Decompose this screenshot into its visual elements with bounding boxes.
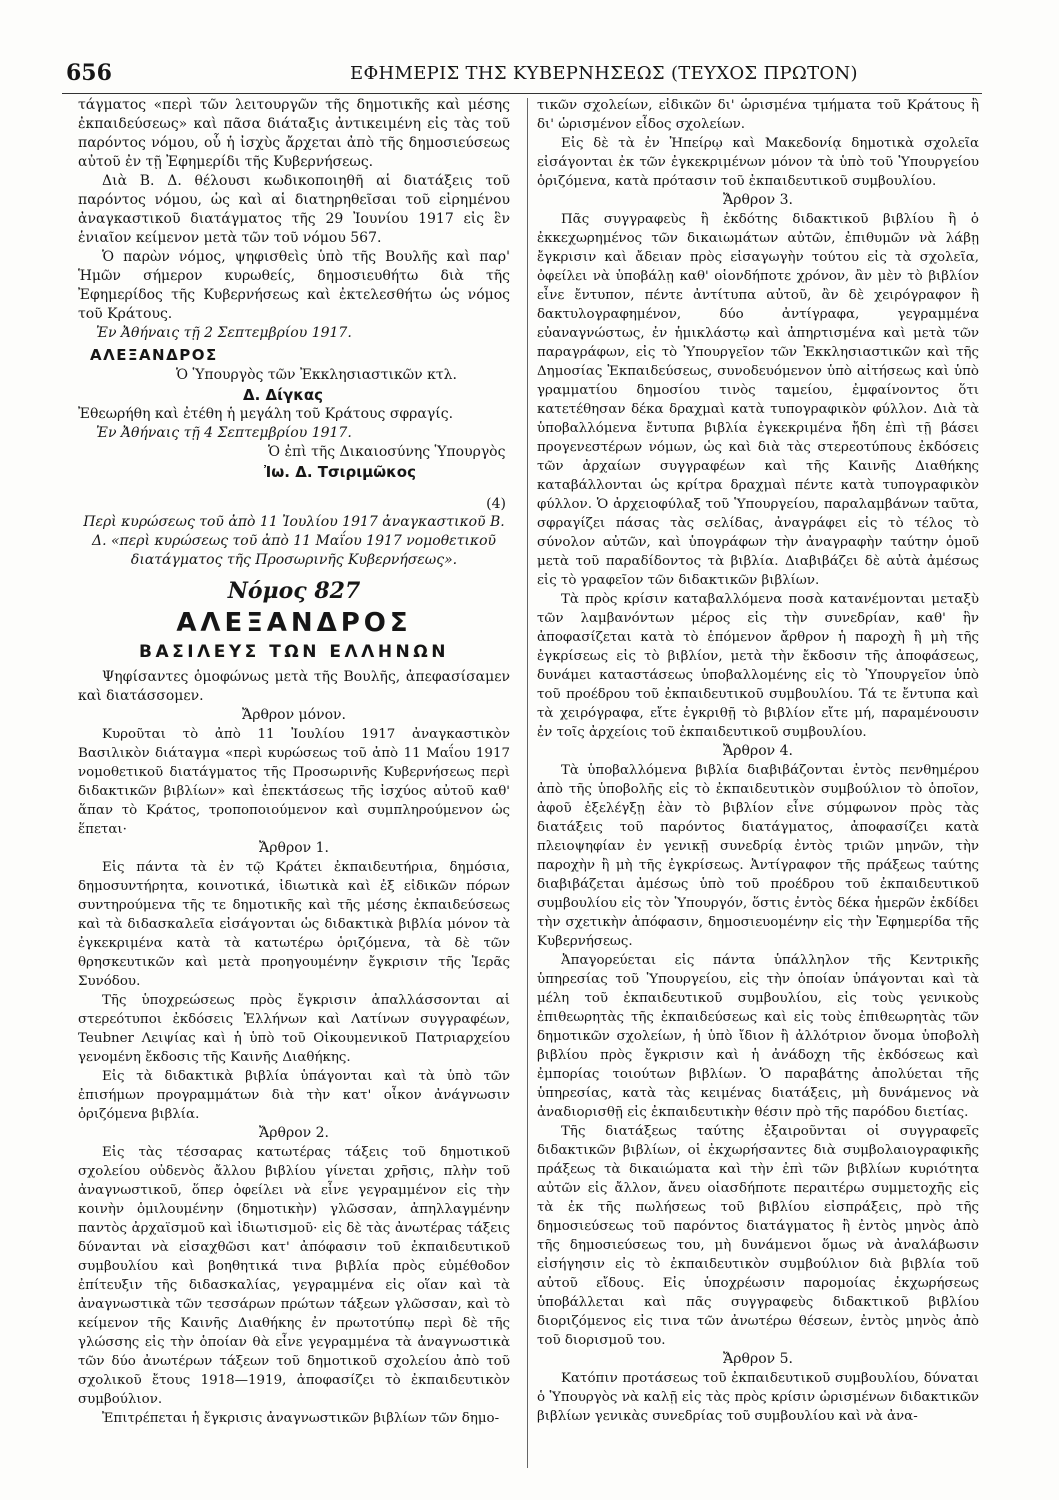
article-heading: Ἄρθρον 2. [259, 1125, 329, 1141]
paragraph: Τὰ πρὸς κρίσιν καταβαλλόμενα ποσὰ κατανέμονται μεταξὺ τῶν λαμβανόντων μέρος εἰς τὴν συνεδρίαν, καθ' ἣν ἀποφασίζεται κατὰ τὸ ἑπόμενον ἄρθρον ἡ παροχὴ ἢ μὴ τῆς ἐγκρίσεως εἰς τὸ βιβλίον, μετὰ τὴν ἔκδοσιν τῆς ἀποφάσεως, δυνάμει καταστάσεως ὑποβαλλομένης εἰς τὸ Ὑπουργεῖον ὑπὸ τοῦ προέδρου τοῦ ἐκπαιδευτικοῦ συμβουλίου. Τά τε ἔντυπα καὶ τὰ χειρόγραφα, εἴτε ἐγκριθῇ τὸ βιβλίον εἴτε μή, παραμένουσιν ἐν τοῖς ἀρχείοις τοῦ ἐκπαιδευτικοῦ συμβουλίου. [537, 592, 979, 740]
page-number: 656 [66, 60, 112, 86]
paragraph: Κατόπιν προτάσεως τοῦ ἐκπαιδευτικοῦ συμβουλίου, δύναται ὁ Ὑπουργὸς νὰ καλῇ εἰς τὰς πρὸς κρίσιν ὡρισμένων διδακτικῶν βιβλίων γενικὰς συνεδρίας τοῦ συμβουλίου καὶ νὰ ἀνα- [537, 1371, 979, 1424]
place-date: Ἐν Ἀθήναις τῇ 4 Σεπτεμβρίου 1917. [96, 425, 352, 441]
justice-minister-signature: Ἰω. Δ. Τσιριμῶκος [264, 463, 417, 481]
article-heading: Ἄρθρον 4. [723, 743, 793, 759]
place-date: Ἐν Ἀθήναις τῇ 2 Σεπτεμβρίου 1917. [96, 325, 352, 341]
paragraph: Τὰ ὑποβαλλόμενα βιβλία διαβιβάζονται ἐντὸς πενθημέρου ἀπὸ τῆς ὑποβολῆς εἰς τὸ ἐκπαιδευτικὸν συμβούλιον τὸ ὁποῖον, ἀφοῦ ἐξελέγξῃ ἐὰν τὸ βιβλίον εἶνε σύμφωνον πρὸς τὰς διατάξεις τοῦ παρόντος διατάγματος, ἀποφασίζει κατὰ πλειοψηφίαν ἐν γενικῇ συνεδρίᾳ ἐντὸς τριῶν μηνῶν, τὴν παροχὴν ἢ μὴ τῆς ἐγκρίσεως. Ἀντίγραφον τῆς πράξεως ταύτης διαβιβάζεται ἀμέσως ὑπὸ τοῦ προέδρου τοῦ ἐκπαιδευτικοῦ συμβουλίου εἰς τὸν Ὑπουργόν, ὅστις ἐντὸς δέκα ἡμερῶν ἐκδίδει τὴν σχετικὴν ἀπόφασιν, δημοσιευομένην εἰς τὴν Ἐφημερίδα τῆς Κυβερνήσεως. [537, 763, 979, 949]
preamble: Ψηφίσαντες ὁμοφώνως μετὰ τῆς Βουλῆς, ἀπεφασίσαμεν καὶ διατάσσομεν. [78, 669, 510, 704]
article-heading: Ἄρθρον 3. [723, 192, 793, 208]
article-heading: Ἄρθρον 1. [259, 840, 329, 856]
running-head [60, 50, 1010, 90]
document-number: (4) [486, 496, 506, 512]
paragraph: Εἰς πάντα τὰ ἐν τῷ Κράτει ἐκπαιδευτήρια, δημόσια, δημοσυντήρητα, κοινοτικά, ἰδιωτικὰ καὶ ἐξ εἰδικῶν πόρων συντηρούμενα τῆς τε δημοτικῆς καὶ τῆς μέσης ἐκπαιδεύσεως καὶ τὰ διδασκαλεῖα εἰσάγονται ὡς διδακτικὰ βιβλία μόνον τὰ ἐγκεκριμένα κατὰ τὰ κατωτέρω ὁριζόμενα, τὰ δὲ τῶν θρησκευτικῶν καὶ μετὰ προηγουμένην ἔγκρισιν τῆς Ἱερᾶς Συνόδου. [78, 860, 510, 989]
paragraph: Διὰ Β. Δ. θέλουσι κωδικοποιηθῆ αἱ διατάξεις τοῦ παρόντος νόμου, ὡς καὶ αἱ διατηρηθεῖσαι τοῦ εἰρημένου ἀναγκαστικοῦ διατάγματος τῆς 29 Ἰουνίου 1917 εἰς ἓν ἑνιαῖον κείμενον μετὰ τῶν τοῦ νόμου 567. [78, 173, 510, 246]
paragraph: Ἀπαγορεύεται εἰς πάντα ὑπάλληλον τῆς Κεντρικῆς ὑπηρεσίας τοῦ Ὑπουργείου, εἰς τὴν ὁποίαν ὑπάγονται καὶ τὰ μέλη τοῦ ἐκπαιδευτικοῦ συμβουλίου, εἰς τοὺς γενικοὺς ἐπιθεωρητὰς τῆς ἐκπαιδεύσεως καὶ εἰς τοὺς ἐπιθεωρητὰς τῶν δημοτικῶν σχολείων, ἡ ὑπὸ ἴδιον ἢ ἀλλότριον ὄνομα ὑποβολὴ βιβλίου πρὸς ἔγκρισιν καὶ ἡ ἀνάδοχη τῆς ἐκδόσεως καὶ ἐμπορίας τοιούτων βιβλίων. Ὁ παραβάτης ἀπολύεται τῆς ὑπηρεσίας, κατὰ τὰς κειμένας διατάξεις, μὴ δυνάμενος νὰ ἀναδιορισθῇ εἰς ἐκπαιδευτικὴν θέσιν πρὸ τῆς παρόδου διετίας. [537, 953, 979, 1120]
minister-title: Ὁ Ὑπουργὸς τῶν Ἐκκλησιαστικῶν κτλ. [176, 367, 457, 383]
paragraph: Τῆς διατάξεως ταύτης ἐξαιροῦνται οἱ συγγραφεῖς διδακτικῶν βιβλίων, οἱ ἐκχωρήσαντες διὰ συμβολαιογραφικῆς πράξεως τὰ δικαιώματα καὶ τὴν ἐπὶ τῶν βιβλίων κυριότητα αὐτῶν εἰς ἄλλον, ἄνευ οἱασδήποτε περαιτέρω συμμετοχῆς εἰς τὰ ἐκ τῆς πωλήσεως τοῦ βιβλίου εἰσπράξεις, πρὸ τῆς δημοσιεύσεως τοῦ παρόντος διατάγματος ἢ ἐντὸς μηνὸς ἀπὸ τῆς δημοσιεύσεως του, μὴ δυνάμενοι ὅμως νὰ ἀναλάβωσιν εἰσήγησιν εἰς τὸ ἐκπαιδευτικὸν συμβούλιον διὰ βιβλία τοῦ αὐτοῦ εἴδους. Εἰς ὑποχρέωσιν παρομοίας ἐκχωρήσεως ὑποβάλλεται καὶ πᾶς συγγραφεὺς διδακτικοῦ βιβλίου διοριζόμενος εἰς τινα τῶν ἀνωτέρω θέσεων, ἐντὸς μηνὸς ἀπὸ τοῦ διορισμοῦ του. [537, 1124, 979, 1348]
paragraph: τικῶν σχολείων, εἰδικῶν δι' ὡρισμένα τμήματα τοῦ Κράτους ἢ δι' ὡρισμένον εἶδος σχολείων. [537, 98, 979, 132]
column-divider [527, 98, 528, 1468]
article-heading: Ἄρθρον μόνον. [242, 707, 346, 723]
paragraph: Εἰς δὲ τὰ ἐν Ἠπείρῳ καὶ Μακεδονίᾳ δημοτικὰ σχολεῖα εἰσάγονται ἐκ τῶν ἐγκεκριμένων μόνον τὰ ὑπὸ τοῦ Ὑπουργείου ὁριζόμενα, κατὰ πρότασιν τοῦ ἐκπαιδευτικοῦ συμβουλίου. [537, 136, 979, 189]
enactment-clause: Ὁ παρὼν νόμος, ψηφισθεὶς ὑπὸ τῆς Βουλῆς καὶ παρ' Ἡμῶν σήμερον κυρωθείς, δημοσιευθήτω διὰ τῆς Ἐφημερίδος τῆς Κυβερνήσεως καὶ ἐκτελεσθήτω ὡς νόμος τοῦ Κράτους. [78, 249, 510, 322]
king-name-heading: ΑΛΕΞΑΝΔΡΟΣ [176, 608, 412, 638]
minister-signature: Δ. Δίγκας [243, 386, 324, 404]
paragraph: Ἐπιτρέπεται ἡ ἔγκρισις ἀναγνωστικῶν βιβλίων τῶν δημο- [102, 1411, 500, 1426]
paragraph: Εἰς τὰ διδακτικὰ βιβλία ὑπάγονται καὶ τὰ ὑπὸ τῶν ἐπισήμων προγραμμάτων διὰ τὴν κατ' οἶκον ἀνάγνωσιν ὁριζόμενα βιβλία. [78, 1069, 510, 1122]
paragraph: Τῆς ὑποχρεώσεως πρὸς ἔγκρισιν ἀπαλλάσσονται αἱ στερεότυποι ἐκδόσεις Ἑλλήνων καὶ Λατίνων συγγραφέων, Teubner Λειψίας καὶ ἡ ὑπὸ τοῦ Οἰκουμενικοῦ Πατριαρχείου γενομένη ἔκδοσις τῆς Καινῆς Διαθήκης. [78, 993, 510, 1065]
header-title: ΕΦΗΜΕΡΙΣ ΤΗΣ ΚΥΒΕΡΝΗΣΕΩΣ (ΤΕΥΧΟΣ ΠΡΩΤΟΝ) [350, 63, 858, 84]
law-number: Νόμος 827 [227, 578, 361, 604]
right-column [537, 96, 979, 1426]
paragraph: Κυροῦται τὸ ἀπὸ 11 Ἰουλίου 1917 ἀναγκαστικὸν Βασιλικὸν διάταγμα «περὶ κυρώσεως τοῦ ἀπὸ 11 Μαΐου 1917 νομοθετικοῦ διατάγματος τῆς Προσωρινῆς Κυβερνήσεως περὶ διδακτικῶν βιβλίων» καὶ ἐπεκτάσεως τῆς ἰσχύος αὐτοῦ καθ' ἅπαν τὸ Κράτος, τροποποιούμενον καὶ συμπληρούμενον ὡς ἕπεται· [78, 727, 510, 837]
left-column [78, 96, 510, 1428]
law-subject: Περὶ κυρώσεως τοῦ ἀπὸ 11 Ἰουλίου 1917 ἀναγκαστικοῦ Β. Δ. «περὶ κυρώσεως τοῦ ἀπὸ 11 Μαΐου 1917 νομοθετικοῦ διατάγματος τῆς Προσωρινῆς Κυβερνήσεως». [83, 514, 505, 568]
paragraph: τάγματος «περὶ τῶν λειτουργῶν τῆς δημοτικῆς καὶ μέσης ἐκπαιδεύσεως» καὶ πᾶσα διάταξις ἀντικειμένη εἰς τὰς τοῦ παρόντος νόμου, οὗ ἡ ἰσχὺς ἄρχεται ἀπὸ τῆς δημοσιεύσεως αὐτοῦ ἐν τῇ Ἐφημερίδι τῆς Κυβερνήσεως. [78, 97, 510, 170]
paragraph: Εἰς τὰς τέσσαρας κατωτέρας τάξεις τοῦ δημοτικοῦ σχολείου οὐδενὸς ἄλλου βιβλίου γίνεται χρῆσις, πλὴν τοῦ ἀναγνωστικοῦ, ὅπερ ὀφείλει νὰ εἶνε γεγραμμένον εἰς τὴν κοινὴν ὁμιλουμένην (δημοτικὴν) γλῶσσαν, ἀπηλλαγμένην παντὸς ἀρχαϊσμοῦ καὶ ἰδιωτισμοῦ· εἰς δὲ τὰς ἀνωτέρας τάξεις δύνανται νὰ εἰσαχθῶσι κατ' ἀπόφασιν τοῦ ἐκπαιδευτικοῦ συμβουλίου καὶ βοηθητικά τινα βιβλία πρὸς εὐμέθοδον ἐπίτευξιν τῆς διδασκαλίας, γεγραμμένα εἰς οἵαν καὶ τὰ ἀναγνωστικὰ τῶν τεσσάρων πρώτων τάξεων γλῶσσαν, καὶ τὸ κείμενον τῆς Καινῆς Διαθήκης ἐν πρωτοτύπῳ περὶ δὲ τῆς γλώσσης εἰς τὴν ὁποίαν θὰ εἶνε γεγραμμένα τὰ ἀναγνωστικὰ τῶν δύο ἀνωτέρων τάξεων τοῦ δημοτικοῦ σχολείου ἀπὸ τοῦ σχολικοῦ ἔτους 1918—1919, ἀποφασίζει τὸ ἐκπαιδευτικὸν συμβούλιον. [78, 1145, 510, 1407]
seal-statement: Ἐθεωρήθη καὶ ἐτέθη ἡ μεγάλη τοῦ Κράτους σφραγίς. [78, 406, 454, 422]
king-title-heading: ΒΑΣΙΛΕΥΣ ΤΩΝ ΕΛΛΗΝΩΝ [139, 642, 449, 662]
article-heading: Ἄρθρον 5. [723, 1351, 793, 1367]
paragraph: Πᾶς συγγραφεὺς ἢ ἐκδότης διδακτικοῦ βιβλίου ἢ ὁ ἐκκεχωρημένος τῶν δικαιωμάτων αὐτῶν, ἐπιθυμῶν νὰ λάβῃ ἔγκρισιν καὶ ἄδειαν πρὸς εἰσαγωγὴν τούτου εἰς τὰ σχολεῖα, ὀφείλει νὰ ὑποβάλῃ καθ' οἱονδήποτε χρόνον, ἂν μὲν τὸ βιβλίον εἶνε ἔντυπον, πέντε ἀντίτυπα αὐτοῦ, ἂν δὲ χειρόγραφον ἢ δακτυλογραφημένον, δύο ἀντίγραφα, γεγραμμένα εὐαναγνώστως, ἐν ἡμικλάστῳ καὶ ἀπηρτισμένα καὶ μετὰ τῶν παραγράφων, εἰς τὸ Ὑπουργεῖον τῶν Ἐκκλησιαστικῶν καὶ τῆς Δημοσίας Ἐκπαιδεύσεως, συνοδευόμενον ὑπὸ αἰτήσεως καὶ ὑπὸ γραμματίου δημοσίου τινὸς ταμείου, ἐμφαίνοντος ὅτι κατετέθησαν δέκα δραχμαὶ κατὰ τυπογραφικὸν φύλλον. Διὰ τὰ ὑποβαλλόμενα ἔντυπα βιβλία ἐγκεκριμένα ἤδη ἐπὶ τῇ βάσει προγενεστέρων νόμων, ὡς καὶ διὰ τὰς στερεοτύπους ἐκδόσεις τῶν ἀρχαίων συγγραφέων καὶ τῆς Καινῆς Διαθήκης καταβάλλονται ὡς κρίτρα δραχμαὶ πέντε κατὰ τυπογραφικὸν φύλλον. Ὁ ἀρχειοφύλαξ τοῦ Ὑπουργείου, παραλαμβάνων ταῦτα, σφραγίζει πάσας τὰς σελίδας, ἀναγράφει εἰς τὸ τέλος τὸ σύνολον αὐτῶν, καὶ ὑπογράφων τὴν ἀναγραφὴν ταύτην ὁμοῦ μετὰ τοῦ παραδίδοντος τὰ βιβλία. Διαβιβάζει δὲ αὐτὰ ἀμέσως εἰς τὸ γραφεῖον τῶν διδακτικῶν βιβλίων. [537, 212, 979, 588]
header-rule [62, 93, 982, 94]
justice-minister-title: Ὁ ἐπὶ τῆς Δικαιοσύνης Ὑπουργὸς [268, 444, 506, 460]
king-signature: ΑΛΕΞΑΝΔΡΟΣ [90, 346, 218, 364]
